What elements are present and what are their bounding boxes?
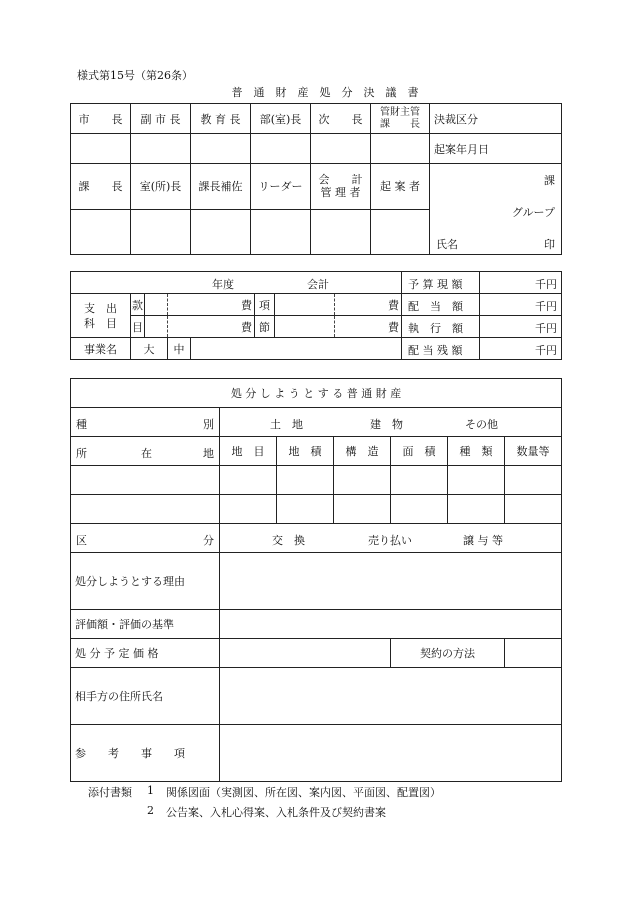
col-kind: 種 類 [448, 437, 505, 466]
moku-value [145, 316, 168, 338]
draft-date: 起案年月日 [430, 134, 562, 164]
col-land-area: 地 積 [277, 437, 334, 466]
approval-deputy: 次 長 [311, 104, 371, 134]
expenditure-category-label: 支 出 科 目 [71, 294, 131, 338]
section-label: 課 [544, 174, 555, 187]
divider [479, 272, 480, 294]
setsu-label: 節 [255, 316, 275, 338]
kou-value [275, 294, 335, 316]
stamp-box [191, 209, 251, 255]
document-title: 普 通 財 産 処 分 決 議 書 [231, 86, 419, 99]
stamp-box [251, 134, 311, 164]
data-cell [505, 466, 562, 495]
location-cell [71, 466, 220, 495]
account-label: 会計 [307, 278, 329, 291]
execution-unit: 千円 [535, 322, 557, 335]
col-land-category: 地 目 [220, 437, 277, 466]
col-floor-area: 面 積 [391, 437, 448, 466]
remaining-row [402, 338, 562, 360]
seal-label: 印 [544, 238, 555, 251]
project-major-label: 大 [131, 338, 168, 360]
classification-exchange: 交 換 [272, 534, 305, 547]
attachment-2-number: 2 [147, 804, 154, 817]
data-cell [391, 466, 448, 495]
divider [479, 316, 480, 338]
contract-method-label: 契約の方法 [391, 639, 505, 668]
stamp-box [131, 134, 191, 164]
kou-label: 項 [255, 294, 275, 316]
classification-transfer: 譲 与 等 [463, 534, 503, 547]
approval-superintendent: 教 育 長 [191, 104, 251, 134]
divider [479, 294, 480, 316]
stamp-box [371, 209, 430, 255]
valuation-value [220, 610, 562, 639]
form-number: 様式第15号（第26条） [77, 69, 193, 82]
setsu-sub [335, 316, 350, 338]
decision-category: 決裁区分 [430, 104, 562, 134]
drafter-info [430, 164, 562, 255]
moku-expense-label: 費 [191, 316, 255, 338]
classification-sale: 売り払い [368, 534, 412, 547]
valuation-label: 評価額・評価の基準 [71, 610, 220, 639]
data-cell [505, 495, 562, 524]
approval-accounting-manager: 会 計 管 理 者 [311, 164, 371, 210]
location-label: 所 在 地 [71, 437, 220, 466]
approval-property-manager: 管財主管 課 長 [371, 104, 430, 134]
approval-drafter: 起 案 者 [371, 164, 430, 210]
kan-value [145, 294, 168, 316]
data-cell [220, 466, 277, 495]
moku-label: 目 [131, 316, 145, 338]
data-cell [334, 466, 391, 495]
location-cell [71, 495, 220, 524]
remarks-value [220, 725, 562, 782]
approval-leader: リーダー [251, 164, 311, 210]
fiscal-year-label: 年度 [212, 278, 234, 291]
property-heading: 処 分 し よ う と す る 普 通 財 産 [71, 379, 562, 408]
kan-sub [168, 294, 191, 316]
data-cell [334, 495, 391, 524]
attachment-2-text: 公告案、入札心得案、入札条件及び契約書案 [166, 806, 386, 819]
counterparty-value [220, 668, 562, 725]
stamp-box [311, 134, 371, 164]
type-building: 建 物 [370, 418, 403, 431]
approval-department-head: 部(室)長 [251, 104, 311, 134]
kou-sub [335, 294, 350, 316]
approval-mayor: 市 長 [71, 104, 131, 134]
col-quantity: 数量等 [505, 437, 562, 466]
data-cell [220, 495, 277, 524]
stamp-box [71, 209, 131, 255]
stamp-box [131, 209, 191, 255]
col-structure: 構 造 [334, 437, 391, 466]
fiscal-year-row [71, 272, 402, 294]
project-middle-label: 中 [168, 338, 191, 360]
approval-assistant-chief: 課長補佐 [191, 164, 251, 210]
data-cell [277, 466, 334, 495]
approval-table [70, 103, 562, 255]
planned-price-label: 処 分 予 定 価 格 [71, 639, 220, 668]
classification-options [220, 524, 562, 553]
stamp-box [311, 209, 371, 255]
remaining-label: 配 当 残 額 [408, 344, 463, 357]
budget-amount-label: 予 算 現 額 [408, 278, 463, 291]
approval-vice-mayor: 副 市 長 [131, 104, 191, 134]
data-cell [448, 495, 505, 524]
stamp-box [71, 134, 131, 164]
execution-row [402, 316, 562, 338]
type-options [220, 408, 562, 437]
data-cell [448, 466, 505, 495]
planned-price-value [220, 639, 391, 668]
attachment-1-text: 関係図面（実測図、所在図、案内図、平面図、配置図） [166, 786, 441, 799]
allocation-label: 配 当 額 [408, 300, 463, 313]
data-cell [277, 495, 334, 524]
remaining-unit: 千円 [535, 344, 557, 357]
stamp-box [191, 134, 251, 164]
project-name-label: 事業名 [71, 338, 131, 360]
moku-sub [168, 316, 191, 338]
setsu-value [275, 316, 335, 338]
approval-section-chief: 課 長 [71, 164, 131, 210]
counterparty-label: 相手方の住所氏名 [71, 668, 220, 725]
contract-method-value [505, 639, 562, 668]
stamp-box [371, 134, 430, 164]
stamp-box [251, 209, 311, 255]
disposal-reason-label: 処分しようとする理由 [71, 553, 220, 610]
approval-office-chief: 室(所)長 [131, 164, 191, 210]
budget-table [70, 271, 562, 360]
kou-expense-label: 費 [350, 294, 402, 316]
attachment-1-number: 1 [147, 784, 154, 797]
execution-label: 執 行 額 [408, 322, 463, 335]
project-name-value [191, 338, 402, 360]
property-table [70, 378, 562, 782]
allocation-unit: 千円 [535, 300, 557, 313]
budget-amount-row [402, 272, 562, 294]
budget-amount-unit: 千円 [535, 278, 557, 291]
setsu-expense-label: 費 [350, 316, 402, 338]
name-label: 氏名 [436, 238, 458, 251]
attachments-label: 添付書類 [88, 786, 132, 799]
classification-label: 区 分 [71, 524, 220, 553]
divider [479, 338, 480, 360]
type-land: 土 地 [270, 418, 303, 431]
type-label: 種 別 [71, 408, 220, 437]
kan-expense-label: 費 [191, 294, 255, 316]
type-other: その他 [465, 418, 498, 431]
group-label: グループ [511, 206, 555, 219]
disposal-reason-value [220, 553, 562, 610]
data-cell [391, 495, 448, 524]
allocation-row [402, 294, 562, 316]
remarks-label: 参 考 事 項 [71, 725, 220, 782]
kan-label: 款 [131, 294, 145, 316]
